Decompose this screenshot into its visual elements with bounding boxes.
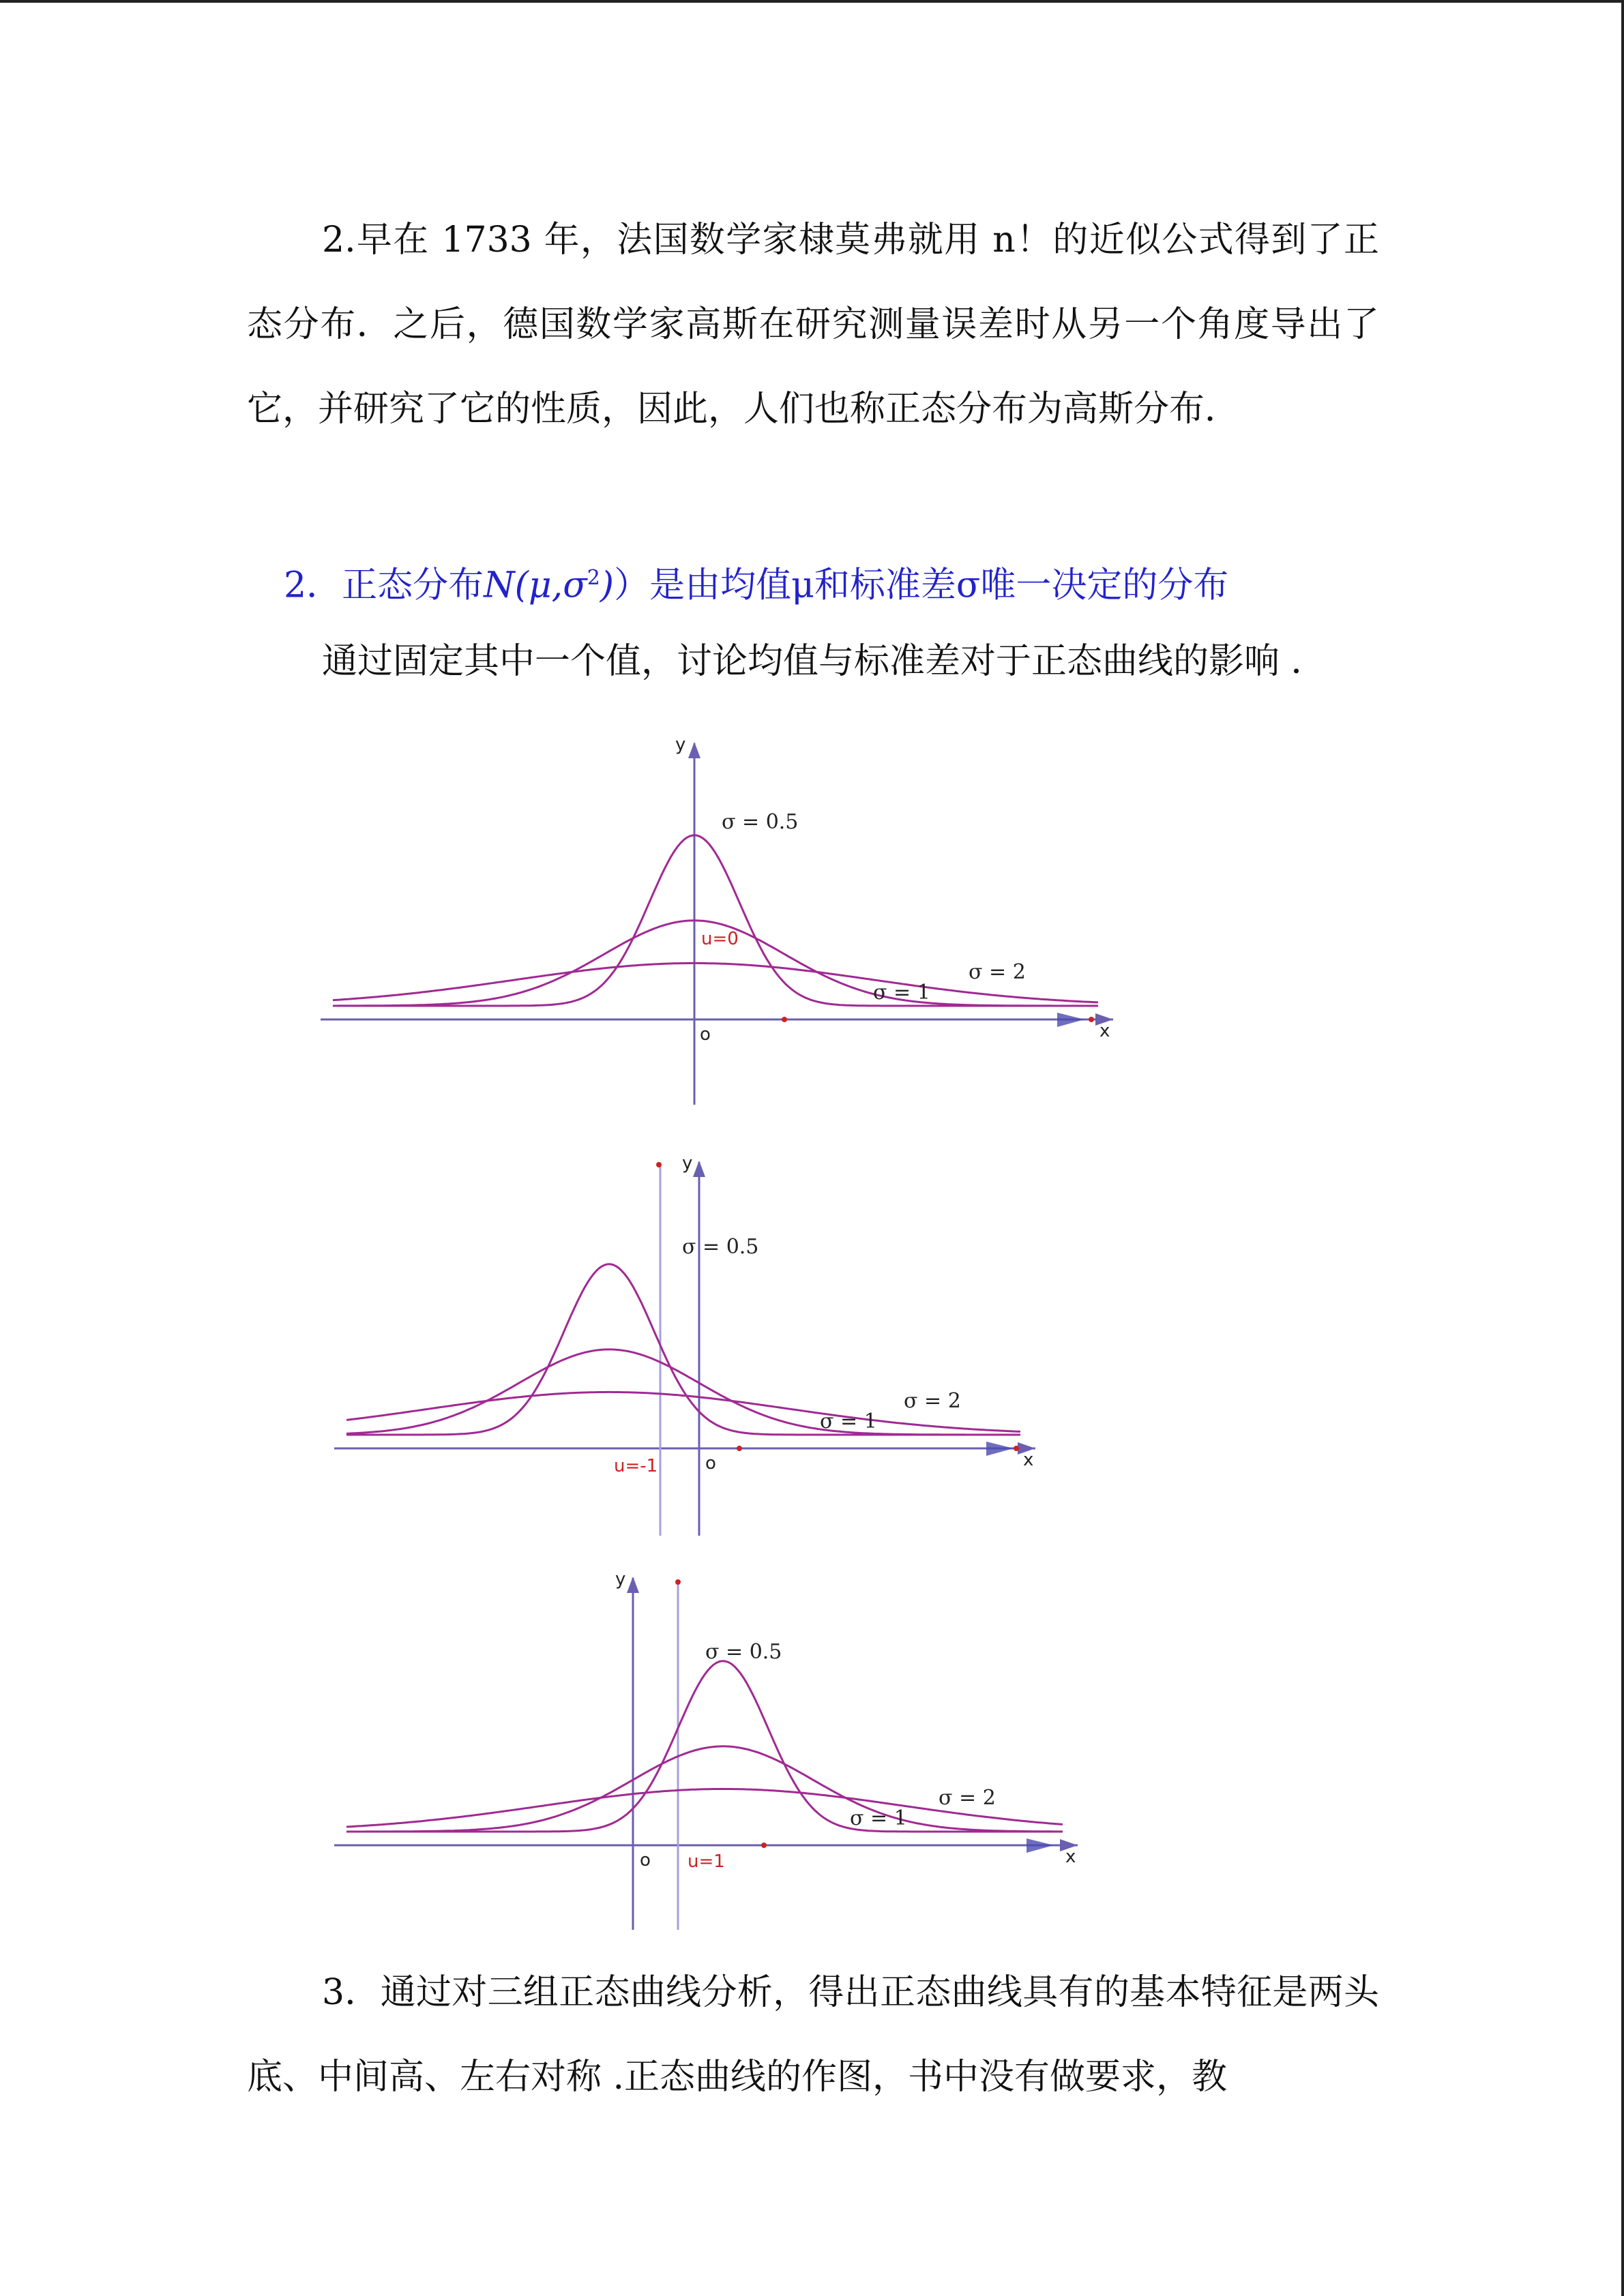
normal-curve-figure-2 (0, 1146, 1624, 1548)
tick-dot (761, 1843, 767, 1848)
origin-label: o (700, 1024, 711, 1045)
hatched-marker-icon (1057, 1013, 1084, 1027)
normal-curve-figure-3 (0, 1562, 1624, 1943)
sigma-1-label: σ = 1 (820, 1410, 877, 1433)
x-axis-label: x (1065, 1847, 1076, 1867)
page-top-border (0, 0, 1624, 3)
paragraph-history-text: 2.早在 1733 年，法国数学家棣莫弗就用 n！的近似公式得到了正态分布．之后，德国数学家高斯在研究测量误差时从另一个角度导出了它，并研究了它的性质，因此，人们也称正态分布为高斯分布． (247, 220, 1379, 430)
paragraph-analysis (247, 1950, 1379, 2119)
tick-dot (737, 1446, 742, 1451)
mean-label: u=-1 (614, 1456, 658, 1476)
mean-top-dot (675, 1579, 681, 1585)
heading-math-n: N(μ,σ (484, 565, 587, 606)
sigma-1-label: σ = 1 (873, 981, 930, 1004)
hatched-marker-icon (1027, 1838, 1054, 1853)
hatched-marker-icon (986, 1442, 1014, 1456)
sigma-0.5-label: σ = 0.5 (682, 1235, 759, 1259)
paragraph-history (247, 198, 1379, 451)
tick-dot (1014, 1446, 1019, 1451)
y-axis-arrow-icon (688, 742, 700, 758)
y-axis-arrow-icon (693, 1161, 705, 1177)
x-axis-label: x (1099, 1021, 1110, 1041)
heading-math-close: ) (600, 565, 615, 606)
heading-suffix: ）是由均值μ和标准差σ唯一决定的分布 (614, 565, 1229, 606)
sigma-1-label: σ = 1 (850, 1806, 907, 1830)
sigma-2-label: σ = 2 (904, 1389, 961, 1413)
origin-label: o (705, 1453, 716, 1474)
mean-label: u=1 (688, 1851, 725, 1872)
sigma-2-label: σ = 2 (969, 960, 1026, 984)
x-axis-label: x (1023, 1450, 1034, 1470)
sigma-0.5-label: σ = 0.5 (705, 1640, 782, 1664)
heading-prefix: 2．正态分布 (284, 565, 484, 606)
intro-sentence: 通过固定其中一个值，讨论均值与标准差对于正态曲线的影响 ． (322, 641, 1327, 682)
y-axis-label: y (682, 1153, 693, 1174)
heading-math-sup: 2 (587, 566, 600, 590)
mean-label: u=0 (701, 929, 739, 949)
origin-label: o (640, 1850, 651, 1870)
normal-curve-figure-1 (0, 723, 1624, 1118)
tick-dot (782, 1017, 787, 1022)
paragraph-analysis-text: 3．通过对三组正态曲线分析，得出正态曲线具有的基本特征是两头底、中间高、左右对称 .正态曲线的作图，书中没有做要求，教 (247, 1972, 1379, 2098)
mean-top-dot (656, 1162, 662, 1167)
y-axis-label: y (675, 734, 686, 755)
section-heading (284, 551, 1375, 612)
sigma-2-label: σ = 2 (939, 1786, 996, 1810)
y-axis-label: y (615, 1569, 626, 1590)
tick-dot (1089, 1017, 1094, 1022)
y-axis-arrow-icon (627, 1577, 639, 1593)
sigma-0.5-label: σ = 0.5 (722, 810, 799, 834)
